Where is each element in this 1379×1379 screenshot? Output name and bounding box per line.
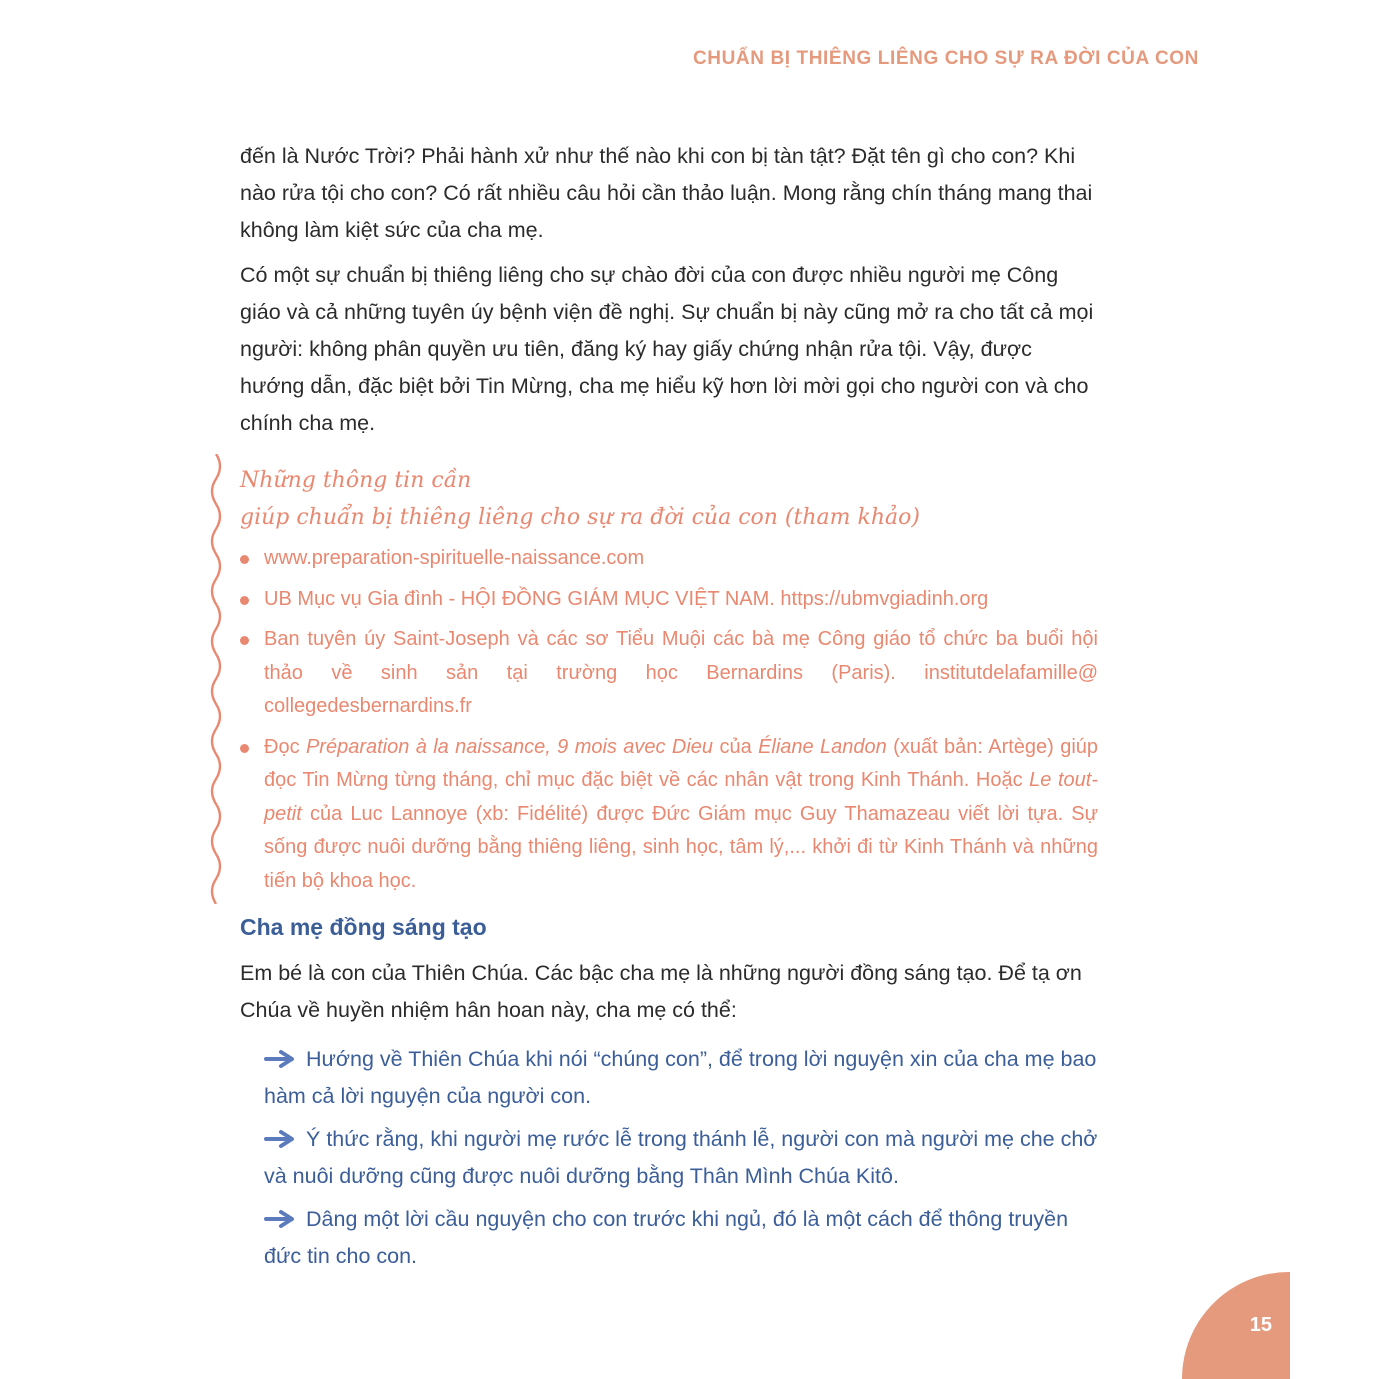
action-list	[264, 1041, 1098, 1275]
info-item	[240, 542, 1098, 576]
action-text: Ý thức rằng, khi người mẹ rước lễ trong thánh lễ, người con mà người mẹ che chở và nuôi dưỡng cũng được nuôi dưỡng bằng Thân Mình Chúa Kitô.	[264, 1127, 1098, 1188]
action-text: Dâng một lời cầu nguyện cho con trước khi ngủ, đó là một cách để thông truyền đức tin cho con.	[264, 1207, 1069, 1268]
bullet-icon	[240, 744, 249, 753]
section-intro: Em bé là con của Thiên Chúa. Các bậc cha mẹ là những người đồng sáng tạo. Để tạ ơn Chúa về huyền nhiệm hân hoan này, cha mẹ có thể:	[240, 961, 1082, 1022]
info-title-line-2: giúp chuẩn bị thiêng liêng cho sự ra đời của con (tham khảo)	[240, 505, 920, 530]
info-title-line-1: Những thông tin cần	[240, 468, 472, 493]
info-item-text: Ban tuyên úy Saint-Joseph và các sơ Tiểu Muội các bà mẹ Công giáo tổ chức ba buổi hội thảo về sinh sản tại trường học Bernardins (Paris). institutdelafamille@ collegedesbernardins.fr	[264, 628, 1098, 717]
bullet-icon	[240, 555, 249, 564]
author-1: Éliane Landon	[758, 735, 887, 758]
action-item	[264, 1121, 1098, 1195]
reading-of: của	[713, 735, 759, 758]
paragraph-1: đến là Nước Trời? Phải hành xử như thế nào khi con bị tàn tật? Đặt tên gì cho con? Khi nào rửa tội cho con? Có rất nhiều câu hỏi cần thảo luận. Mong rằng chín tháng mang thai không làm kiệt sức của cha mẹ.	[240, 144, 1093, 242]
action-item	[264, 1201, 1098, 1275]
bullet-icon	[240, 596, 249, 605]
paragraph-2: Có một sự chuẩn bị thiêng liêng cho sự chào đời của con được nhiều người mẹ Công giáo và cả những tuyên úy bệnh viện đề nghị. Sự chuẩn bị này cũng mở ra cho tất cả mọi người: không phân quyền ưu tiên, đăng ký hay giấy chứng nhận rửa tội. Vậy, được hướng dẫn, đặc biệt bởi Tin Mừng, cha mẹ hiểu kỹ hơn lời mời gọi cho người con và cho chính cha mẹ.	[240, 263, 1094, 435]
page-number: 15	[1249, 1314, 1272, 1336]
info-item-reading	[240, 731, 1098, 899]
reading-prefix: Đọc	[264, 735, 306, 758]
info-item-text: www.preparation-spirituelle-naissance.com	[264, 547, 645, 569]
info-box	[240, 462, 1098, 898]
page-content	[240, 138, 1098, 1281]
book-title-1: Préparation à la naissance, 9 mois avec Dieu	[305, 735, 714, 758]
info-list	[240, 542, 1098, 898]
page-number-tab	[1182, 1272, 1290, 1379]
arrow-right-icon	[264, 1050, 298, 1068]
book-title-2: Le tout-petit	[264, 769, 1098, 825]
arrow-right-icon	[264, 1210, 298, 1228]
reading-rest-1: (xuất bản: Artège) giúp đọc Tin Mừng từng tháng, chỉ mục đặc biệt về các nhân vật trong Kinh Thánh. Hoặc	[264, 735, 1099, 791]
info-item	[240, 623, 1098, 724]
bullet-icon	[240, 636, 249, 645]
reading-rest-2: của Luc Lannoye (xb: Fidélité) được Đức Giám mục Guy Thamazeau viết lời tựa. Sự sống được nuôi dưỡng bằng thiêng liêng, sinh học, tâm lý,... khởi đi từ Kinh Thánh và những tiến bộ khoa học.	[264, 802, 1098, 892]
wavy-line-decoration	[206, 454, 226, 904]
action-item	[264, 1041, 1098, 1115]
arrow-right-icon	[264, 1130, 298, 1148]
section-title: Cha mẹ đồng sáng tạo	[240, 914, 487, 940]
info-item	[240, 583, 1098, 617]
running-header: CHUẨN BỊ THIÊNG LIÊNG CHO SỰ RA ĐỜI CỦA CON	[692, 48, 1199, 69]
info-item-text: UB Mục vụ Gia đình - HỘI ĐỒNG GIÁM MỤC VIỆT NAM. https://ubmvgiadinh.org	[264, 587, 989, 610]
action-text: Hướng về Thiên Chúa khi nói “chúng con”, để trong lời nguyện xin của cha mẹ bao hàm cả lời nguyện của người con.	[264, 1047, 1097, 1108]
